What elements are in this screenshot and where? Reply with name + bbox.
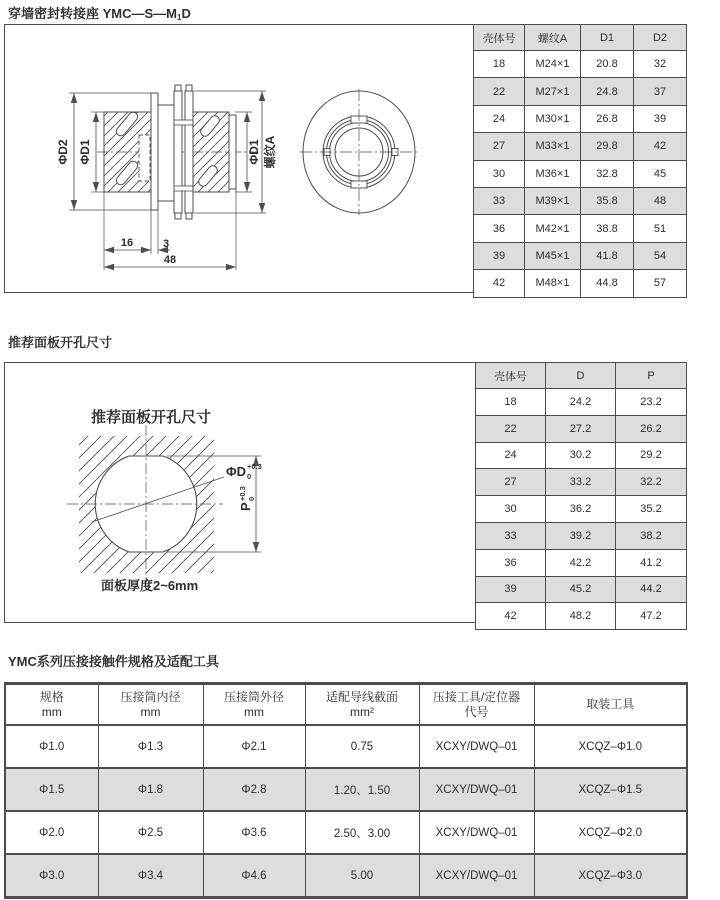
contact-spec-table: [4, 682, 688, 899]
header-label: 取装工具: [586, 697, 635, 711]
cell: 39: [634, 105, 687, 132]
cell: 20.8: [581, 51, 634, 78]
table-row: [474, 187, 687, 214]
table-row: [476, 603, 687, 630]
header-label: 压接工具/定位器: [432, 689, 521, 704]
cell: M30×1: [525, 105, 581, 132]
cell: 39: [474, 242, 525, 269]
cell: 42: [474, 270, 525, 297]
cell: Φ1.8: [98, 768, 203, 811]
table-row: [5, 811, 687, 854]
section3-title: YMC系列压接接触件规格及适配工具: [8, 654, 219, 669]
table-row: [5, 725, 687, 768]
cell: 41.8: [581, 242, 634, 269]
table-row: [476, 415, 687, 442]
cell: 30: [474, 160, 525, 187]
cell: 22: [476, 415, 546, 442]
cell: 48: [634, 187, 687, 214]
table-row: [476, 522, 687, 549]
cell: Φ2.8: [203, 768, 305, 811]
cell: M45×1: [525, 242, 581, 269]
table-row: [474, 160, 687, 187]
cell: 33: [476, 522, 546, 549]
section1-title: [8, 3, 191, 22]
table-row: [474, 105, 687, 132]
cell: 54: [634, 242, 687, 269]
cell: 24: [474, 105, 525, 132]
cell: 24.8: [581, 78, 634, 105]
cell: 24: [476, 442, 546, 469]
cell: 27: [476, 469, 546, 496]
cell: 24.2: [546, 389, 616, 416]
cell: 0.75: [305, 725, 419, 768]
header-label: 压接筒外径: [223, 689, 284, 704]
cell: 42.2: [546, 549, 616, 576]
cell: 42: [634, 133, 687, 160]
cell: 1.20、1.50: [305, 768, 419, 811]
column-header: [534, 684, 687, 726]
hole-tolerance-sub: 0: [247, 472, 252, 481]
column-header: [419, 684, 534, 726]
table-header-row: [5, 684, 687, 726]
column-header: 螺纹A: [525, 25, 581, 51]
cell: Φ3.6: [203, 811, 305, 854]
header-unit: mm: [140, 704, 161, 719]
cell: 45.2: [546, 576, 616, 603]
cell: 39: [476, 576, 546, 603]
dim-thread-label: 螺纹A: [263, 135, 277, 169]
cell: Φ1.0: [5, 725, 98, 768]
cell: 41.2: [616, 549, 687, 576]
hole-diameter-label: ΦD: [226, 464, 247, 479]
cell: 42: [476, 603, 546, 630]
cell: XCXY/DWQ–01: [419, 811, 534, 854]
dim-48-label: 48: [163, 254, 177, 266]
table-row: [5, 768, 687, 811]
cell: 45: [634, 160, 687, 187]
header-unit: mm: [244, 704, 264, 719]
column-header: 壳体号: [476, 363, 546, 389]
section2-title: 推荐面板开孔尺寸: [8, 335, 113, 350]
panel-cutout-box: [4, 362, 477, 623]
cell: 27.2: [546, 415, 616, 442]
cell: 35.8: [581, 187, 634, 214]
section1-title-suffix: D: [181, 6, 191, 21]
p-tolerance-sub: 0: [247, 496, 256, 501]
column-header: [203, 684, 305, 726]
cell: M42×1: [525, 215, 581, 242]
cell: XCXY/DWQ–01: [419, 854, 534, 898]
dim-phi-d1-right-label: ΦD1: [247, 139, 261, 165]
cell: 38.2: [616, 522, 687, 549]
cell: 22: [474, 78, 525, 105]
p-tolerance-sup: +0.3: [238, 486, 247, 501]
hole-tolerance-sup: +0.3: [247, 462, 262, 471]
cell: 32.8: [581, 160, 634, 187]
dim-phi-d2-label: ΦD2: [56, 139, 70, 165]
header-label: 规格: [39, 689, 64, 704]
cell: 36: [474, 215, 525, 242]
cell: M48×1: [525, 270, 581, 297]
cell: 26.2: [616, 415, 687, 442]
cell: 37: [634, 78, 687, 105]
connector-drawing: [5, 25, 475, 292]
connector-drawing-box: [4, 24, 476, 293]
cell: 32: [634, 51, 687, 78]
table-row: [476, 389, 687, 416]
panel-cutout-inner-title: 推荐面板开孔尺寸: [91, 409, 212, 426]
cell: XCXY/DWQ–01: [419, 725, 534, 768]
header-unit: 代号: [464, 704, 489, 719]
cell: 38.8: [581, 215, 634, 242]
cell: 33.2: [546, 469, 616, 496]
cell: 57: [634, 270, 687, 297]
cell: Φ2.1: [203, 725, 305, 768]
table-row: [476, 496, 687, 523]
panel-hole-table: [475, 362, 687, 630]
table-row: [474, 215, 687, 242]
header-label: 适配导线截面: [325, 689, 398, 704]
shell-dimensions-table: [473, 24, 687, 298]
column-header: [305, 684, 419, 726]
table-row: [474, 133, 687, 160]
cell: 48.2: [546, 603, 616, 630]
cell: M36×1: [525, 160, 581, 187]
cell: M27×1: [525, 78, 581, 105]
table-header-row: [474, 25, 687, 51]
cell: Φ2.0: [5, 811, 98, 854]
column-header: [5, 684, 98, 726]
cell: Φ2.5: [98, 811, 203, 854]
panel-cutout-drawing: [5, 363, 476, 622]
table-row: [474, 78, 687, 105]
cell: XCQZ–Φ1.0: [534, 725, 687, 768]
header-unit: mm: [41, 704, 62, 719]
cell: 2.50、3.00: [305, 811, 419, 854]
section1-title-subscript: 1: [177, 13, 182, 22]
cell: 26.8: [581, 105, 634, 132]
cell: 33: [474, 187, 525, 214]
table-row: [474, 242, 687, 269]
cell: Φ1.3: [98, 725, 203, 768]
cell: M24×1: [525, 51, 581, 78]
cell: 51: [634, 215, 687, 242]
header-label: 压接筒内径: [120, 689, 181, 704]
cell: XCQZ–Φ3.0: [534, 854, 687, 898]
dim-phi-d1-left-label: ΦD1: [78, 139, 92, 165]
column-header: 壳体号: [474, 25, 525, 51]
table-header-row: [476, 363, 687, 389]
cell: 39.2: [546, 522, 616, 549]
table-row: [476, 576, 687, 603]
column-header: D2: [634, 25, 687, 51]
cell: 29.2: [616, 442, 687, 469]
cell: 18: [474, 51, 525, 78]
column-header: [98, 684, 203, 726]
cell: 35.2: [616, 496, 687, 523]
cell: Φ3.4: [98, 854, 203, 898]
cell: Φ4.6: [203, 854, 305, 898]
cell: 36: [476, 549, 546, 576]
cell: 30.2: [546, 442, 616, 469]
column-header: P: [616, 363, 687, 389]
table-row: [476, 549, 687, 576]
table-row: [5, 854, 687, 898]
cell: 36.2: [546, 496, 616, 523]
cell: 30: [476, 496, 546, 523]
cell: 44.2: [616, 576, 687, 603]
cell: XCXY/DWQ–01: [419, 768, 534, 811]
cell: 5.00: [305, 854, 419, 898]
header-unit: mm²: [350, 704, 374, 719]
panel-thickness-note: 面板厚度2~6mm: [101, 578, 199, 593]
section1-title-text: 穿墙密封转接座 YMC—S—M: [8, 6, 178, 21]
cell: 47.2: [616, 603, 687, 630]
cell: 44.8: [581, 270, 634, 297]
cell: XCQZ–Φ2.0: [534, 811, 687, 854]
cell: 32.2: [616, 469, 687, 496]
cell: 18: [476, 389, 546, 416]
cell: Φ3.0: [5, 854, 98, 898]
table-row: [476, 469, 687, 496]
cell: 23.2: [616, 389, 687, 416]
column-header: D: [546, 363, 616, 389]
cell: Φ1.5: [5, 768, 98, 811]
cell: M39×1: [525, 187, 581, 214]
p-dimension-label: P: [238, 502, 253, 511]
cell: M33×1: [525, 133, 581, 160]
table-row: [476, 442, 687, 469]
dim-3-label: 3: [163, 238, 170, 250]
cell: 29.8: [581, 133, 634, 160]
table-row: [474, 51, 687, 78]
cell: XCQZ–Φ1.5: [534, 768, 687, 811]
cell: 27: [474, 133, 525, 160]
dim-16-label: 16: [120, 237, 134, 249]
table-row: [474, 270, 687, 297]
column-header: D1: [581, 25, 634, 51]
